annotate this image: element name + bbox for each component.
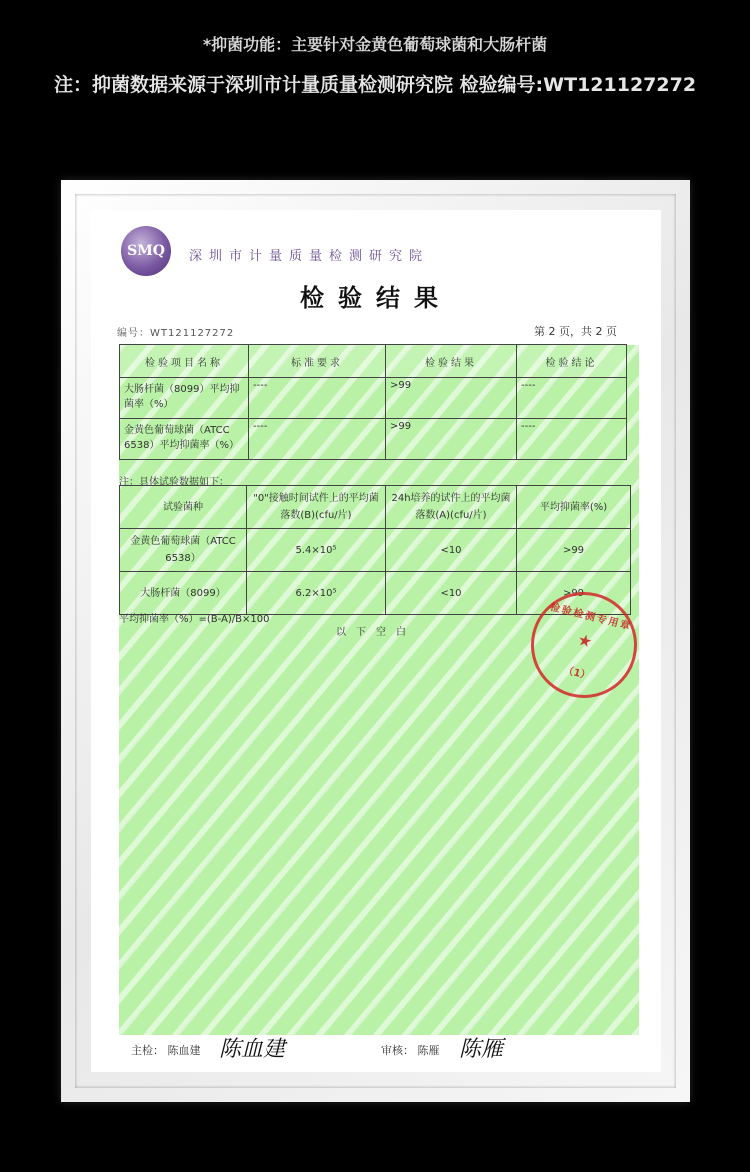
table-cell: <10 xyxy=(386,529,517,572)
table-cell: 5.4×10⁵ xyxy=(247,529,386,572)
test-data-table xyxy=(119,485,631,615)
chief-name: 陈血建 xyxy=(167,1044,201,1057)
table-row xyxy=(120,378,627,419)
feature-note: *抑菌功能：主要针对金黄色葡萄球菌和大肠杆菌 xyxy=(202,35,548,54)
table-header-row xyxy=(120,486,631,529)
smq-logo: SMQ xyxy=(121,226,171,276)
column-header: 检验项目名称 xyxy=(120,345,249,378)
table-cell: >99 xyxy=(517,572,631,615)
column-header: 标准要求 xyxy=(249,345,386,378)
column-header: 检验结论 xyxy=(517,345,627,378)
reviewer-name: 陈雁 xyxy=(417,1044,440,1057)
test-data-note: 注：具体试验数据如下： xyxy=(119,477,229,488)
table-cell: >99 xyxy=(386,419,517,460)
reviewer xyxy=(381,1042,440,1058)
table-row xyxy=(120,529,631,572)
star-icon: ★ xyxy=(575,629,595,652)
table-cell: ---- xyxy=(517,419,627,460)
column-header: 试验菌种 xyxy=(120,486,247,529)
column-header: 检验结果 xyxy=(386,345,517,378)
reviewer-signature: 陈雁 xyxy=(459,1037,504,1062)
official-seal: 检验检测专用章 ★ （1） xyxy=(520,581,648,709)
table-cell: 大肠杆菌（8099） xyxy=(120,572,247,615)
report-title: 检验结果 xyxy=(300,283,452,312)
table-cell: 金黄色葡萄球菌（ATCC 6538）平均抑菌率（%） xyxy=(120,419,249,460)
source-note: 注：抑菌数据来源于深圳市计量质量检测研究院 检验编号:WT121127272 xyxy=(53,74,697,96)
table-cell: >99 xyxy=(386,378,517,419)
page-number: 第 2 页，共 2 页 xyxy=(534,325,617,338)
chief-signature: 陈血建 xyxy=(219,1037,286,1062)
table-cell: 大肠杆菌（8099）平均抑菌率（%） xyxy=(120,378,249,419)
column-header: 平均抑菌率(%) xyxy=(517,486,631,529)
report-serial: 编号：WT121127272 xyxy=(117,328,235,339)
column-header: "0"接触时间试件上的平均菌落数(B)(cfu/片) xyxy=(247,486,386,529)
organization-name: 深圳市计量质量检测研究院 xyxy=(189,249,430,264)
table-cell: ---- xyxy=(249,419,386,460)
table-cell: <10 xyxy=(386,572,517,615)
column-header: 24h培养的试件上的平均菌落数(A)(cfu/片) xyxy=(386,486,517,529)
table-cell: 金黄色葡萄球菌（ATCC 6538） xyxy=(120,529,247,572)
results-table xyxy=(119,344,627,460)
chief-label: 主检： xyxy=(131,1044,164,1057)
table-row xyxy=(120,419,627,460)
formula-note: 平均抑菌率（%）=(B-A)/B×100 xyxy=(119,614,270,625)
blank-below-note: 以下空白 xyxy=(336,627,416,638)
table-cell: ---- xyxy=(517,378,627,419)
chief-inspector xyxy=(131,1042,201,1058)
table-header-row xyxy=(120,345,627,378)
table-cell: ---- xyxy=(249,378,386,419)
test-report-page xyxy=(91,210,661,1072)
table-cell: >99 xyxy=(517,529,631,572)
table-cell: 6.2×10⁵ xyxy=(247,572,386,615)
reviewer-label: 审核： xyxy=(381,1044,414,1057)
